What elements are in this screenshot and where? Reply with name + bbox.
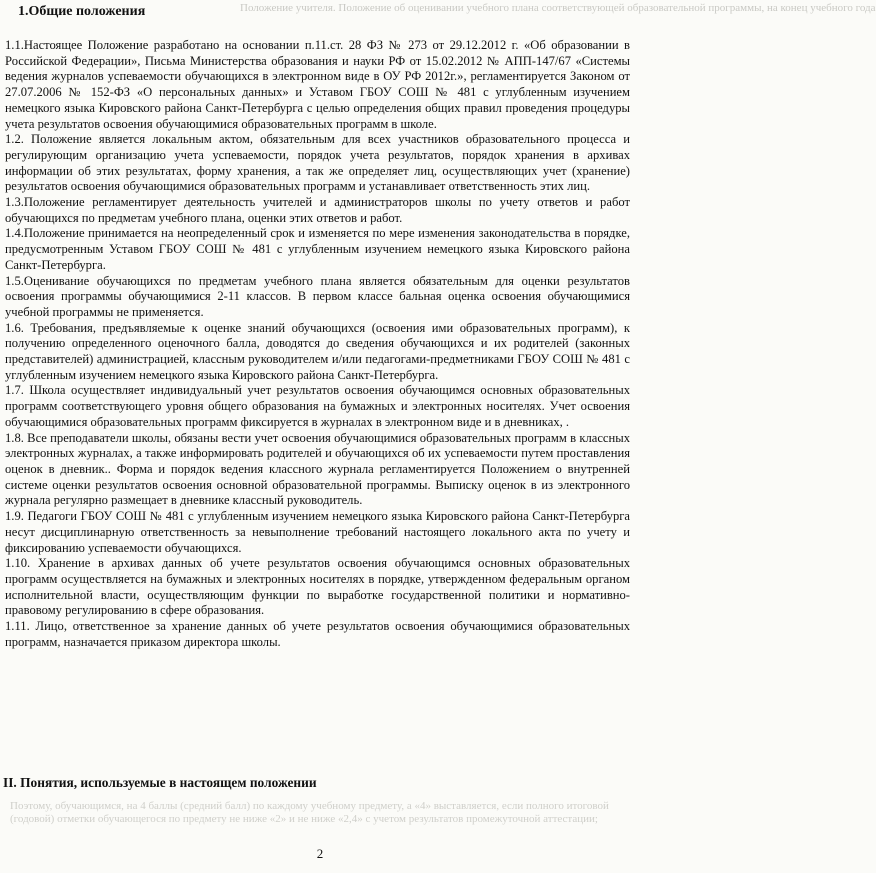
section-1-body bbox=[5, 38, 630, 650]
paragraph-1-11: 1.11. Лицо, ответственное за хранение данных об учете результатов освоения обучающимися образовательных программ, назначается приказом директора школы. bbox=[5, 619, 630, 649]
section-2-title: II. Понятия, используемые в настоящем положении bbox=[3, 775, 317, 790]
paragraph-1-4: 1.4.Положение принимается на неопределенный срок и изменяется по мере изменения законодательства в порядке, предусмотренным Уставом ГБОУ СОШ № 481 с углубленным изучением немецкого языка Кировского района Санкт-Петербурга. bbox=[5, 226, 630, 272]
paragraph-1-5: 1.5.Оценивание обучающихся по предметам учебного плана является обязательным для оценки результатов освоения программы обучающимися 2-11 классов. В первом классе бальная оценка освоения обучающимися учебной программы не применяется. bbox=[5, 273, 630, 319]
paragraph-1-7: 1.7. Школа осуществляет индивидуальный учет результатов освоения обучающимся основных образовательных программ соответствующего уровня общего образования на бумажных и электронных носителях. Учет освоения обучающимися образовательных программ фиксируется в журналах в электронном виде и в дневниках, . bbox=[5, 383, 630, 429]
paragraph-1-3: 1.3.Положение регламентирует деятельность учителей и администраторов школы по учету ответов и работ обучающихся по предметам учебного плана, оценки этих ответов и работ. bbox=[5, 195, 630, 225]
paragraph-1-1: 1.1.Настоящее Положение разработано на основании п.11.ст. 28 ФЗ № 273 от 29.12.2012 г. «Об образовании в Российской Федерации», Письма Министерства образования и науки РФ от 15.02.2012 № АПП-147/67 «Системы ведения журналов успеваемости обучающихся в электронном виде в ОУ РФ 2012г.», регламентируется Законом от 27.07.2006 № 152-ФЗ «О персональных данных» и Уставом ГБОУ СОШ № 481 с углубленным изучением немецкого языка Кировского района Санкт-Петербурга с целью определения общих правил проведения процедуры учета результатов освоения обучающимися образовательных программ в школе. bbox=[5, 38, 630, 131]
paragraph-1-2: 1.2. Положение является локальным актом, обязательным для всех участников образовательного процесса и регулирующим организацию учета успеваемости, порядок учета результатов, порядок хранения в архивах информации об этих результатах, форму хранения, а так же определяет лиц, осуществляющих учет (хранение) результатов освоения обучающимися образовательных программ и устанавливает ответственность этих лиц. bbox=[5, 132, 630, 194]
page-number: 2 bbox=[316, 846, 324, 861]
paragraph-1-6: 1.6. Требования, предъявляемые к оценке знаний обучающихся (освоения ими образовательных программ), к получению определенного оценочного балла, доводятся до сведения обучающихся и их родителей (законных представителей) администрацией, классным руководителем и/или педагогами-предметниками ГБОУ СОШ № 481 с углубленным изучением немецкого языка Кировского района Санкт-Петербурга. bbox=[5, 320, 630, 382]
bleed-through-text-bottom: Поэтому, обучающимся, на 4 баллы (средний балл) по каждому учебному предмету, а «4» выставляется, если полного итоговой (годовой) отметки обучающегося по предмету не ниже «2» и не ниже «2,4» с учетом результатов промежуточной аттестации; bbox=[10, 800, 609, 825]
paragraph-1-10: 1.10. Хранение в архивах данных об учете результатов освоения обучающимся основных образовательных программ осуществляется на бумажных и электронных носителях в порядке, утвержденном федеральным органом исполнительной власти, осуществляющим функции по выработке государственной политики и нормативно-правовому регулированию в сфере образования. bbox=[5, 556, 630, 618]
bleed-through-text-top: Положение учителя. Положение об оценивании учебного плана соответствующей образовательной программы, на конец учебного года bbox=[240, 2, 876, 14]
section-1-title: 1.Общие положения bbox=[18, 4, 146, 19]
paragraph-1-8: 1.8. Все преподаватели школы, обязаны вести учет освоения обучающимися образовательных программ в классных электронных журналах, а также информировать родителей и обучающихся об их успеваемости путем проставления оценок в дневник.. Форма и порядок ведения классного журнала регламентируется Положением о внутренней системе оценки результатов освоения основной образовательной программы. Выписку оценок в из электронного журнала регулярно размещает в дневнике классный руководитель. bbox=[5, 430, 630, 508]
paragraph-1-9: 1.9. Педагоги ГБОУ СОШ № 481 с углубленным изучением немецкого языка Кировского района Санкт-Петербурга несут дисциплинарную ответственность за невыполнение требований настоящего локального акта по учету и фиксированию успеваемости обучающихся. bbox=[5, 509, 630, 555]
